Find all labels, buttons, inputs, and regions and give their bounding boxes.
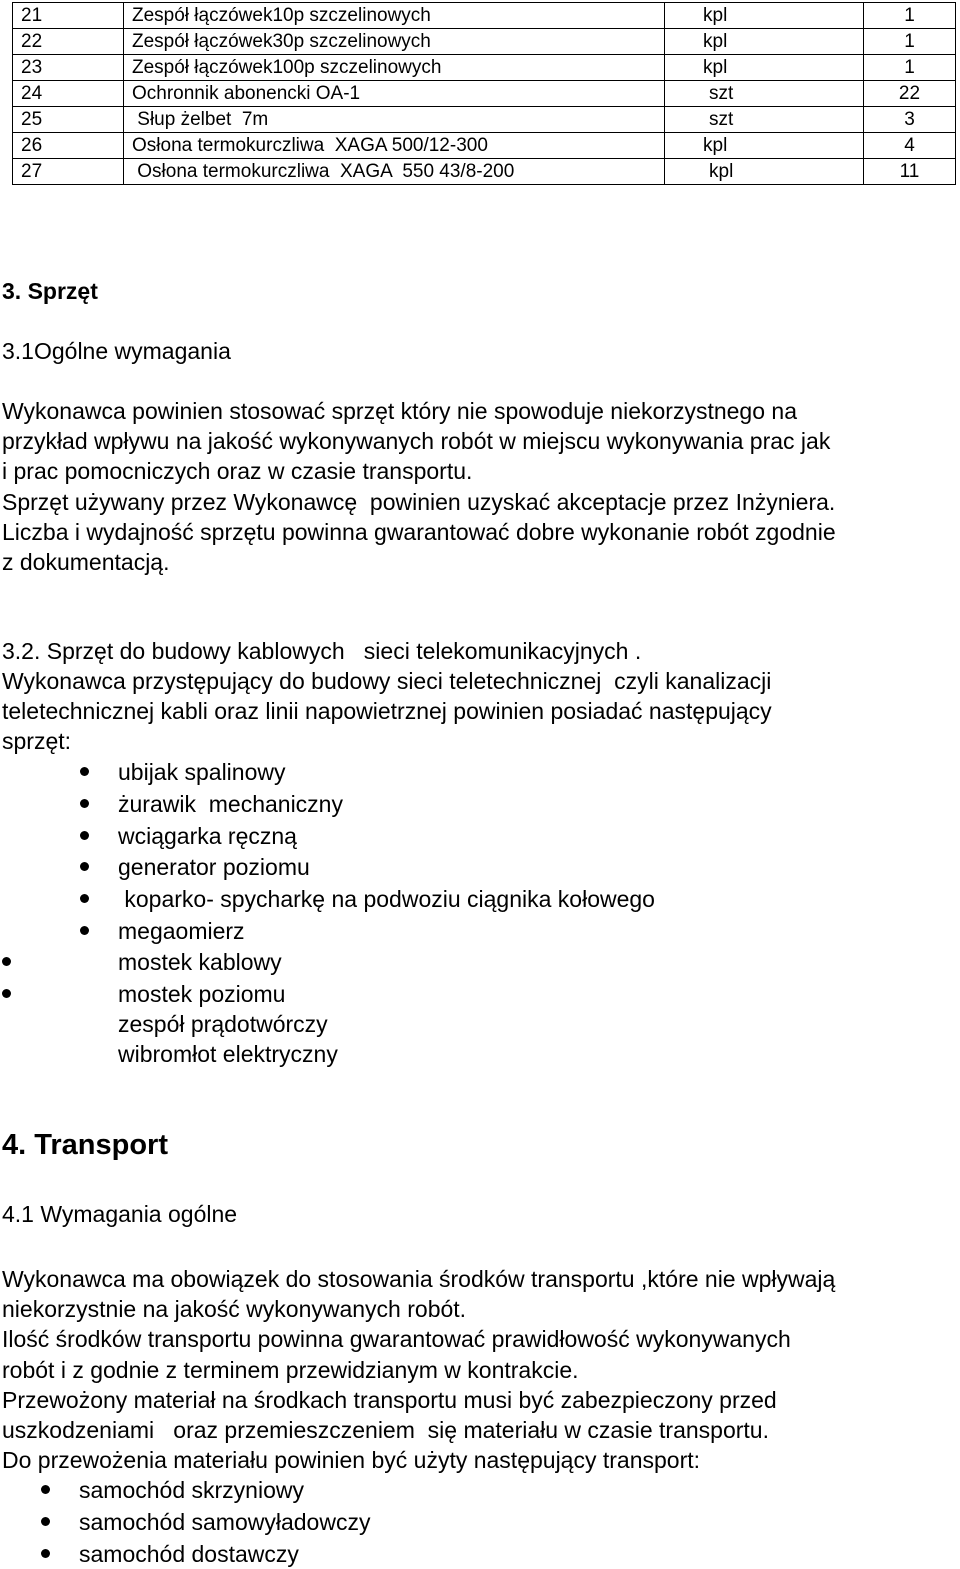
section-3-1-heading: 3.1Ogólne wymagania — [2, 338, 231, 364]
paragraph-line: uszkodzeniami oraz przemieszczeniem się materiału w czasie transportu. — [2, 1417, 769, 1444]
row-quantity: 1 — [864, 29, 956, 55]
paragraph-line: Liczba i wydajność sprzętu powinna gwarantować dobre wykonanie robót zgodnie — [2, 518, 836, 545]
bullet-icon — [41, 1517, 50, 1526]
bullet-icon — [41, 1485, 50, 1494]
row-unit: kpl — [665, 159, 864, 185]
bullet-icon — [80, 862, 89, 871]
list-item: ubijak spalinowy — [118, 759, 286, 785]
row-unit: kpl — [665, 29, 864, 55]
paragraph-line: Sprzęt używany przez Wykonawcę powinien uzyskać akceptacje przez Inżyniera. — [2, 488, 836, 515]
row-quantity: 22 — [864, 81, 956, 107]
list-item: wciągarka ręczną — [118, 823, 297, 849]
paragraph-line: niekorzystnie na jakość wykonywanych robót. — [2, 1296, 467, 1323]
row-quantity: 1 — [864, 3, 956, 29]
paragraph-line: teletechnicznej kabli oraz linii napowietrznej powinien posiadać następujący — [2, 698, 772, 725]
list-item: wibromłot elektryczny — [118, 1041, 338, 1067]
bullet-icon — [80, 831, 89, 840]
table-row — [13, 55, 956, 81]
section-3-heading: 3. Sprzęt — [2, 278, 98, 304]
row-item-name: Osłona termokurczliwa XAGA 500/12-300 — [124, 133, 665, 159]
bullet-icon — [80, 894, 89, 903]
list-item: generator poziomu — [118, 854, 310, 880]
row-item-name: Zespół łączówek30p szczelinowych — [124, 29, 665, 55]
paragraph-line: z dokumentacją. — [2, 549, 170, 576]
bullet-icon — [2, 989, 11, 998]
bullet-icon — [80, 799, 89, 808]
table-row — [13, 3, 956, 29]
row-item-name: Osłona termokurczliwa XAGA 550 43/8-200 — [124, 159, 665, 185]
row-item-name: Ochronnik abonencki OA-1 — [124, 81, 665, 107]
bullet-icon — [2, 957, 11, 966]
paragraph-line: robót i z godnie z terminem przewidzianym w kontrakcie. — [2, 1356, 579, 1383]
section-4-1-body — [2, 1264, 957, 1475]
row-number: 22 — [13, 29, 124, 55]
table-row — [13, 133, 956, 159]
paragraph-line: Ilość środków transportu powinna gwarantować prawidłowość wykonywanych — [2, 1326, 791, 1353]
row-unit: kpl — [665, 3, 864, 29]
row-number: 25 — [13, 107, 124, 133]
section-3-1-body — [2, 396, 957, 577]
bullet-icon — [41, 1549, 50, 1558]
paragraph-line: sprzęt: — [2, 728, 72, 755]
paragraph-line: Przewożony materiał na środkach transportu musi być zabezpieczony przed — [2, 1386, 777, 1413]
section-4-heading: 4. Transport — [2, 1129, 168, 1161]
list-item: zespół prądotwórczy — [118, 1011, 328, 1037]
row-quantity: 4 — [864, 133, 956, 159]
section-4-1-heading: 4.1 Wymagania ogólne — [2, 1201, 238, 1227]
row-item-name: Słup żelbet 7m — [124, 107, 665, 133]
row-unit: kpl — [665, 133, 864, 159]
row-number: 23 — [13, 55, 124, 81]
list-item: koparko- spycharkę na podwoziu ciągnika kołowego — [118, 886, 655, 912]
paragraph-line: Wykonawca powinien stosować sprzęt który nie spowoduje niekorzystnego na — [2, 398, 797, 424]
row-quantity: 1 — [864, 55, 956, 81]
paragraph-line: Do przewożenia materiału powinien być użyty następujący transport: — [2, 1447, 701, 1474]
row-number: 26 — [13, 133, 124, 159]
row-item-name: Zespół łączówek10p szczelinowych — [124, 3, 665, 29]
bullet-icon — [80, 926, 89, 935]
section-3-2-body — [2, 666, 957, 757]
row-number: 27 — [13, 159, 124, 185]
section-3-2-heading: 3.2. Sprzęt do budowy kablowych sieci telekomunikacyjnych . — [2, 638, 642, 664]
paragraph-line: Wykonawca ma obowiązek do stosowania środków transportu ,które nie wpływają — [2, 1266, 836, 1292]
list-item: megaomierz — [118, 918, 245, 944]
materials-table — [12, 2, 956, 185]
paragraph-line: Wykonawca przystępujący do budowy sieci teletechnicznej czyli kanalizacji — [2, 668, 772, 694]
list-item: mostek kablowy — [118, 949, 282, 975]
list-item: samochód skrzyniowy — [79, 1477, 304, 1503]
list-item: samochód samowyładowczy — [79, 1509, 371, 1535]
table-row — [13, 29, 956, 55]
row-quantity: 11 — [864, 159, 956, 185]
paragraph-line: przykład wpływu na jakość wykonywanych robót w miejscu wykonywania prac jak — [2, 428, 831, 455]
row-unit: szt — [665, 107, 864, 133]
paragraph-line: i prac pomocniczych oraz w czasie transportu. — [2, 458, 473, 485]
row-unit: szt — [665, 81, 864, 107]
table-row — [13, 81, 956, 107]
list-item: samochód dostawczy — [79, 1541, 299, 1567]
bullet-icon — [80, 767, 89, 776]
row-number: 21 — [13, 3, 124, 29]
table-row — [13, 107, 956, 133]
row-item-name: Zespół łączówek100p szczelinowych — [124, 55, 665, 81]
row-number: 24 — [13, 81, 124, 107]
list-item: mostek poziomu — [118, 981, 286, 1007]
list-item: żurawik mechaniczny — [118, 791, 343, 817]
table-row — [13, 159, 956, 185]
row-unit: kpl — [665, 55, 864, 81]
row-quantity: 3 — [864, 107, 956, 133]
